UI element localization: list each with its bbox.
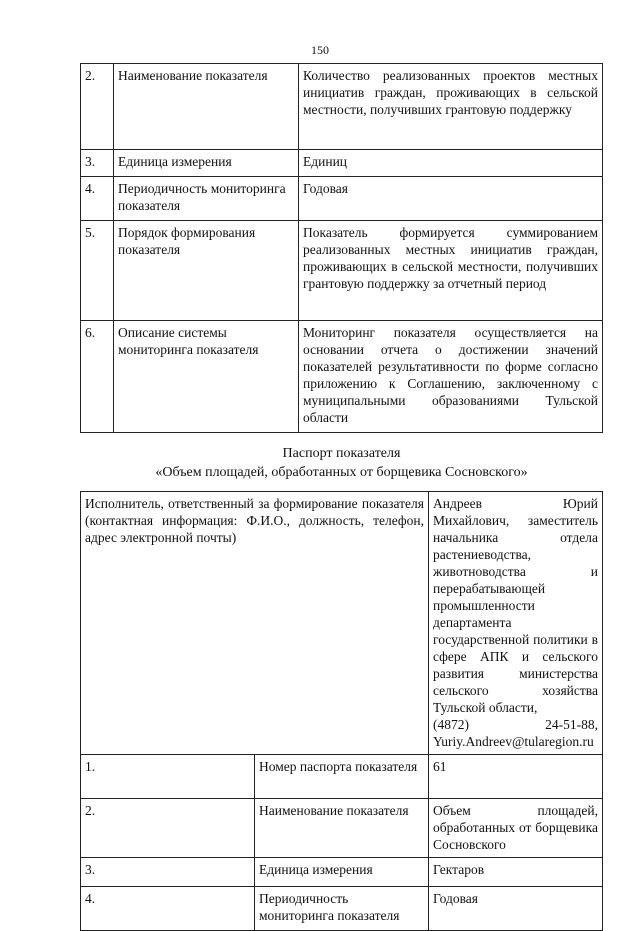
passport-heading xyxy=(80,444,603,482)
row-number: 3. xyxy=(81,150,114,177)
row-value: Годовая xyxy=(299,177,603,221)
table-row-executor xyxy=(81,492,603,755)
row-value: Единиц xyxy=(299,150,603,177)
row-label: Наименование показателя xyxy=(114,64,299,150)
row-label: Порядок формирования показателя xyxy=(114,221,299,321)
page-number: 150 xyxy=(311,43,329,57)
row-label: Единица измерения xyxy=(255,858,429,887)
row-number: 3. xyxy=(81,858,255,887)
passport-subtitle: «Объем площадей, обработанных от борщевика Сосновского» xyxy=(155,465,528,480)
row-label: Описание системы мониторинга показателя xyxy=(114,321,299,433)
row-label: Периодичность мониторинга показателя xyxy=(255,887,429,931)
indicator-table-top xyxy=(80,63,603,433)
row-value: Годовая xyxy=(429,887,603,931)
table-row xyxy=(81,321,603,433)
row-value: 61 xyxy=(429,755,603,799)
row-value: Гектаров xyxy=(429,858,603,887)
executor-value-cell xyxy=(429,492,603,755)
executor-contact: (4872) 24-51-88, Yuriy.Andreev@tularegion.ru xyxy=(433,717,598,749)
table-row xyxy=(81,221,603,321)
row-value: Показатель формируется суммированием реализованных местных инициатив граждан, проживающих в сельской местности, получивших грантовую поддержку за отчетный период xyxy=(299,221,603,321)
executor-label: Исполнитель, ответственный за формирование показателя (контактная информация: Ф.И.О., должность, телефон, адрес электронной почты) xyxy=(81,492,429,755)
row-label: Единица измерения xyxy=(114,150,299,177)
table-row xyxy=(81,64,603,150)
row-label: Периодичность мониторинга показателя xyxy=(114,177,299,221)
table-row xyxy=(81,755,603,799)
indicator-table-bottom xyxy=(80,491,603,931)
table-row xyxy=(81,177,603,221)
row-number: 2. xyxy=(81,799,255,858)
row-number: 5. xyxy=(81,221,114,321)
row-value: Количество реализованных проектов местных инициатив граждан, проживающих в сельской местности, получивших грантовую поддержку xyxy=(299,64,603,150)
row-number: 1. xyxy=(81,755,255,799)
row-number: 4. xyxy=(81,177,114,221)
passport-title: Паспорт показателя xyxy=(282,446,401,461)
row-label: Номер паспорта показателя xyxy=(255,755,429,799)
row-label: Наименование показателя xyxy=(255,799,429,858)
row-number: 2. xyxy=(81,64,114,150)
table-row xyxy=(81,150,603,177)
table-row xyxy=(81,858,603,887)
row-value: Мониторинг показателя осуществляется на основании отчета о достижении значений показателей результативности по форме согласно приложению к Соглашению, заключенному с муниципальными образованиями Тульской области xyxy=(299,321,603,433)
row-number: 4. xyxy=(81,887,255,931)
row-value: Объем площадей, обработанных от борщевика Сосновского xyxy=(429,799,603,858)
row-number: 6. xyxy=(81,321,114,433)
table-row xyxy=(81,887,603,931)
table-row xyxy=(81,799,603,858)
executor-value: Андреев Юрий Михайлович, заместитель начальника отдела растениеводства, животноводства и перерабатывающей промышленности департамента государственной политики в сфере АПК и сельского развития министерства сельского хозяйства Тульской области, xyxy=(433,496,598,715)
